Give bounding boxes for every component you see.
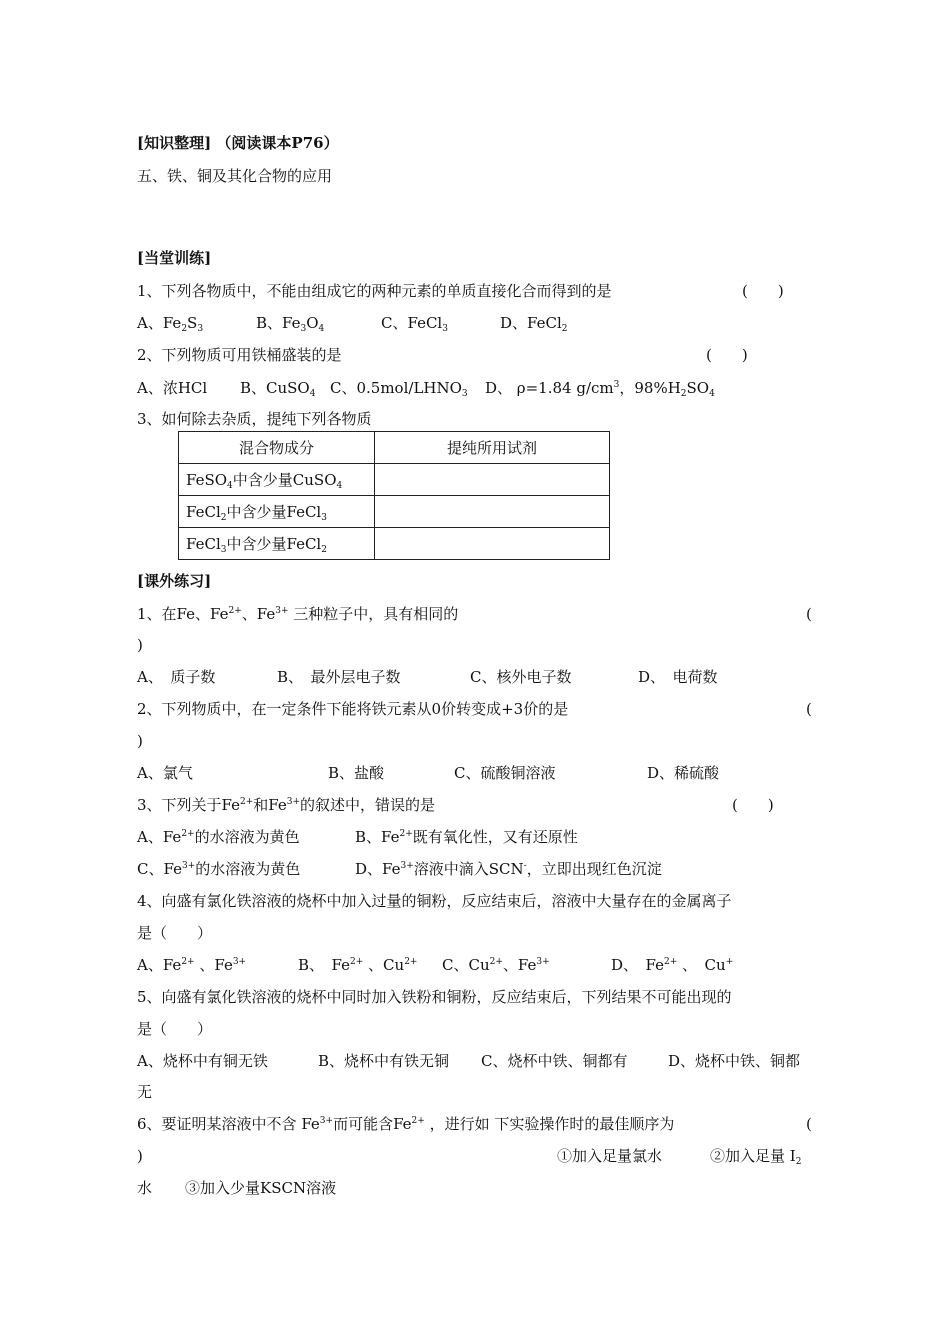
option-d: D、$Fe^{3+}$溶液中滴入SCN-，立即出现红色沉淀 — [355, 860, 662, 878]
option-a: A、$Fe_2S_3$ — [137, 314, 204, 334]
question-text: 3、下列关于$Fe^{2+}$和$Fe^{3+}$的叙述中，错误的是 — [137, 796, 436, 814]
answer-paren-open: ( — [806, 1115, 812, 1133]
question-text: 4、向盛有氯化铁溶液的烧杯中加入过量的铜粉，反应结束后，溶液中大量存在的金属离子 — [137, 892, 732, 910]
option-d: D、烧杯中铁、铜都 — [668, 1052, 801, 1070]
option-b: B、CuSO$_4$ — [240, 379, 316, 399]
table-header-mixture: 混合物成分 — [179, 432, 375, 464]
question-text: 1、下列各物质中，不能由组成它的两种元素的单质直接化合而得到的是 — [137, 282, 612, 300]
question-text: 2、下列物质中，在一定条件下能将铁元素从0价转变成+3价的是 — [137, 700, 569, 718]
option-a: A、氯气 — [137, 764, 193, 782]
table-row — [179, 496, 610, 528]
question-text-cont: 是（ ） — [137, 924, 213, 942]
option-c: C、核外电子数 — [470, 668, 572, 686]
answer-paren-close: ) — [137, 636, 143, 654]
table-cell-reagent[interactable] — [375, 496, 610, 528]
answer-paren: ( ) — [706, 346, 748, 364]
option-a: A、浓HCl — [137, 379, 208, 397]
answer-paren-close: ) — [137, 1147, 143, 1165]
operation-3: ③加入少量KSCN溶液 — [185, 1179, 337, 1197]
table-header-reagent: 提纯所用试剂 — [375, 432, 610, 464]
option-b: B、 $Fe^{2+}$ 、$Cu^{2+}$ — [298, 956, 418, 974]
answer-paren-open: ( — [806, 700, 812, 718]
option-d: D、 $Fe^{2+}$ 、 Cu+ — [611, 956, 734, 974]
answer-paren: ( ) — [732, 796, 774, 814]
option-b: B、 最外层电子数 — [277, 668, 401, 686]
table-cell-reagent[interactable] — [375, 528, 610, 560]
option-a: A、$Fe^{2+}$的水溶液为黄色 — [137, 828, 300, 846]
table-header-row — [179, 432, 610, 464]
question-text: 3、如何除去杂质，提纯下列各物质 — [137, 410, 372, 428]
option-a: A、$Fe^{2+}$ 、$Fe^{3+}$ — [137, 956, 247, 974]
section-knowledge-title: [知识整理] （阅读课本P76） — [137, 134, 339, 152]
question-text: 5、向盛有氯化铁溶液的烧杯中同时加入铁粉和铜粉，反应结束后，下列结果不可能出现的 — [137, 988, 732, 1006]
question-text: 6、要证明某溶液中不含 $Fe^{3+}$而可能含$Fe^{2+}$ ，进行如 下实验操作时的最佳顺序为 — [137, 1115, 675, 1133]
section-class-training-title: [当堂训练] — [137, 249, 212, 267]
table-row — [179, 464, 610, 496]
option-d: D、FeCl$_2$ — [500, 314, 568, 334]
question-text: 1、在Fe、$Fe^{2+}$、$Fe^{3+}$ 三种粒子中，具有相同的 — [137, 605, 459, 623]
operation-1: ①加入足量氯水 — [557, 1147, 663, 1165]
option-a: A、烧杯中有铜无铁 — [137, 1052, 268, 1070]
option-c: C、硫酸铜溶液 — [454, 764, 556, 782]
option-c: C、$Cu^{2+}$、$Fe^{3+}$ — [442, 956, 550, 974]
table-cell-reagent[interactable] — [375, 464, 610, 496]
option-d-cont: 无 — [137, 1083, 153, 1101]
answer-paren: ( ) — [742, 282, 784, 300]
option-d: D、稀硫酸 — [647, 764, 720, 782]
option-c: C、$Fe^{3+}$的水溶液为黄色 — [137, 860, 301, 878]
option-b: B、烧杯中有铁无铜 — [318, 1052, 450, 1070]
table-cell-mixture: FeCl$_2$中含少量FeCl$_3$ — [179, 496, 375, 528]
answer-paren-open: ( — [806, 605, 812, 623]
option-d: D、 ρ=1.84 $g/cm^3$，$98\%H_2SO_4$ — [485, 379, 715, 399]
option-c: C、FeCl$_3$ — [381, 314, 448, 334]
purification-table — [178, 431, 610, 560]
option-c: C、$0.5mol/LHNO_3$ — [330, 379, 468, 399]
option-b: B、$Fe_3O_4$ — [256, 314, 325, 334]
table-cell-mixture: FeSO$_4$中含少量CuSO$_4$ — [179, 464, 375, 496]
table-cell-mixture: FeCl$_3$中含少量FeCl$_2$ — [179, 528, 375, 560]
option-c: C、烧杯中铁、铜都有 — [481, 1052, 628, 1070]
section-homework-title: [课外练习] — [137, 572, 212, 590]
answer-paren-close: ) — [137, 732, 143, 750]
question-text-cont: 是（ ） — [137, 1020, 213, 1038]
section-knowledge-subtitle: 五、铁、铜及其化合物的应用 — [137, 167, 333, 185]
operation-2: ②加入足量 $I_2$ — [710, 1147, 802, 1167]
option-a: A、 质子数 — [137, 668, 216, 686]
question-text: 2、下列物质可用铁桶盛装的是 — [137, 346, 342, 364]
operation-2-cont: 水 — [137, 1179, 153, 1197]
table-row — [179, 528, 610, 560]
option-b: B、盐酸 — [328, 764, 385, 782]
option-d: D、 电荷数 — [638, 668, 718, 686]
option-b: B、$Fe^{2+}$既有氧化性，又有还原性 — [355, 828, 578, 846]
